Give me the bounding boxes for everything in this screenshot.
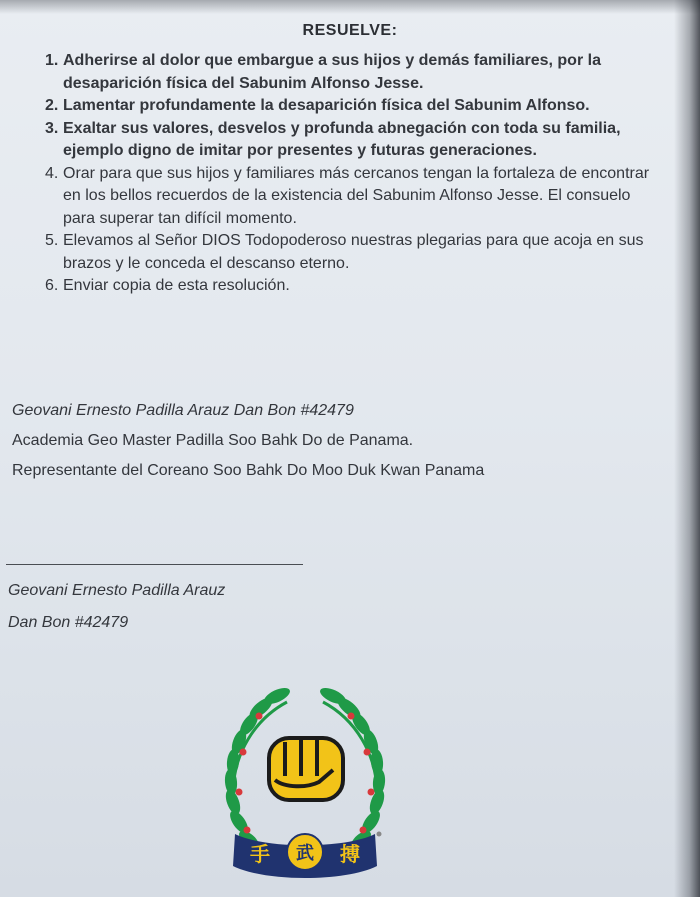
right-edge-shadow — [674, 0, 700, 897]
item-number: 1. — [45, 52, 59, 69]
item-text: Enviar copia de esta resolución. — [63, 277, 290, 294]
banner-char-center: 武 — [296, 843, 314, 864]
list-item — [30, 95, 660, 118]
list-item — [30, 163, 660, 231]
list-item — [30, 275, 660, 298]
page-title: RESUELVE: — [302, 22, 398, 39]
item-number: 6. — [45, 277, 59, 294]
item-text: Exaltar sus valores, desvelos y profunda abnegación con toda su familia, ejemplo digno de imitar por presentes y futuras generaciones. — [63, 119, 621, 159]
top-shadow — [0, 0, 700, 14]
list-item — [30, 230, 660, 275]
moo-duk-kwan-logo — [215, 684, 395, 889]
signature-line — [6, 564, 303, 565]
banner-char-right: 搏 — [340, 842, 360, 866]
resolution-list — [30, 50, 660, 298]
item-number: 5. — [45, 232, 59, 249]
item-text: Adherirse al dolor que embargue a sus hijos y demás familiares, por la desaparición física del Sabunim Alfonso Jesse. — [63, 52, 601, 92]
list-item — [30, 50, 660, 95]
item-number: 2. — [45, 97, 59, 114]
item-text: Lamentar profundamente la desaparición física del Sabunim Alfonso. — [63, 97, 590, 114]
signature-footer — [8, 575, 225, 639]
item-text: Orar para que sus hijos y familiares más cercanos tengan la fortaleza de encontrar en los bellos recuerdos de la existencia del Sabunim Alfonso Jesse. El consuelo para superar tan difícil momento. — [63, 164, 650, 227]
list-item — [30, 118, 660, 163]
signer-name: Geovani Ernesto Padilla Arauz — [8, 582, 226, 599]
representative-line: Representante del Coreano Soo Bahk Do Moo Duk Kwan Panama — [12, 462, 485, 479]
dan-bon-number: Dan Bon #42479 — [8, 614, 129, 631]
signature-block — [12, 396, 484, 486]
item-number: 3. — [45, 119, 59, 137]
fist-icon — [269, 738, 343, 800]
academy-line: Academia Geo Master Padilla Soo Bahk Do de Panama. — [12, 432, 414, 449]
signer-name-line: Geovani Ernesto Padilla Arauz Dan Bon #42479 — [12, 402, 354, 419]
banner-char-left: 手 — [250, 842, 270, 866]
item-text: Elevamos al Señor DIOS Todopoderoso nuestras plegarias para que acoja en sus brazos y le conceda el descanso eterno. — [63, 232, 644, 272]
item-number: 4. — [45, 164, 59, 182]
